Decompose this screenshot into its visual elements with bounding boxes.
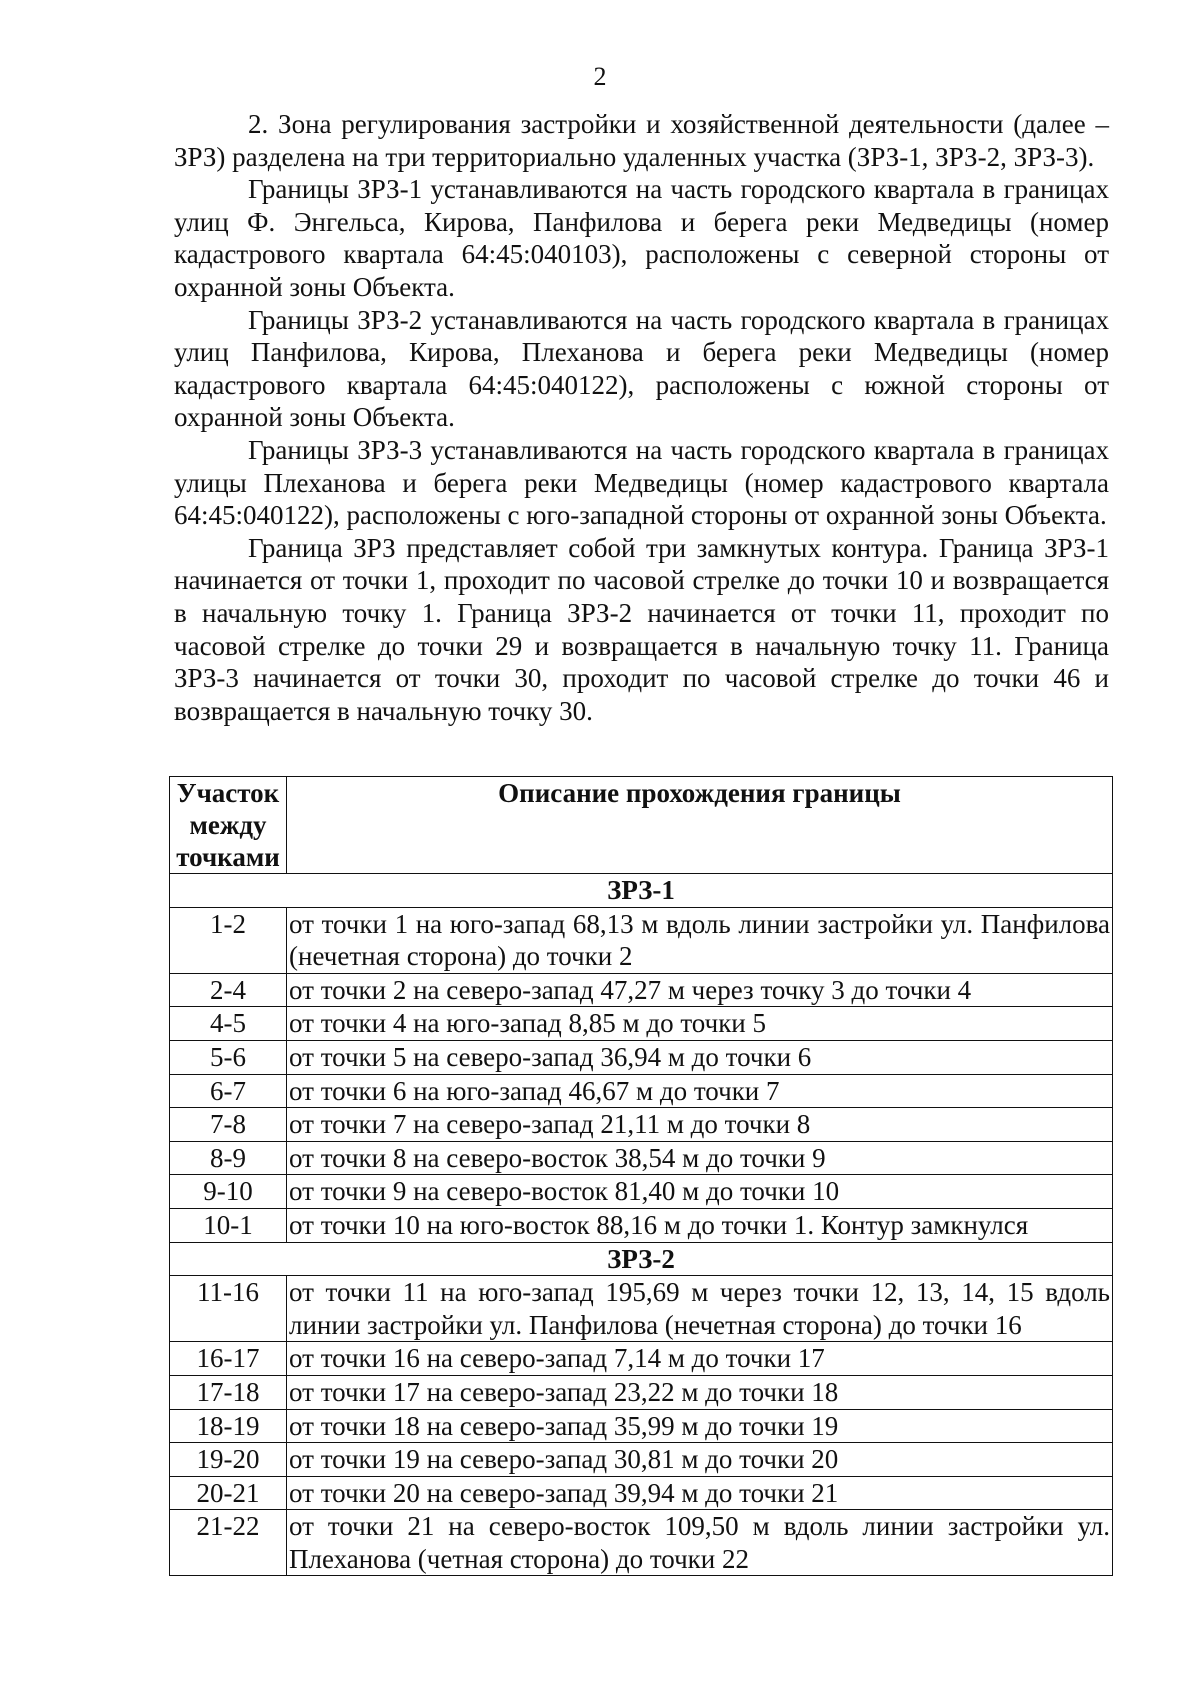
table-row — [170, 1141, 1113, 1175]
paragraph: Границы ЗРЗ-1 устанавливаются на часть городского квартала в границах улиц Ф. Энгельса, Кирова, Панфилова и берега реки Медведицы (номер кадастрового квартала 64:45:040103), расположены с северной стороны от охранной зоны Объекта. — [174, 174, 1109, 302]
table-header-row — [170, 777, 1113, 874]
description-cell: от точки 20 на северо-запад 39,94 м до точки 21 — [287, 1476, 1113, 1510]
boundary-table — [169, 776, 1113, 1576]
table-row — [170, 1208, 1113, 1242]
table-row — [170, 1007, 1113, 1041]
segment-cell: 9-10 — [170, 1175, 287, 1209]
description-cell: от точки 6 на юго-запад 46,67 м до точки 7 — [287, 1074, 1113, 1108]
description-cell: от точки 16 на северо-запад 7,14 м до точки 17 — [287, 1342, 1113, 1376]
segment-cell: 5-6 — [170, 1040, 287, 1074]
segment-cell: 2-4 — [170, 973, 287, 1007]
segment-cell: 21-22 — [170, 1510, 287, 1576]
segment-cell: 20-21 — [170, 1476, 287, 1510]
description-cell: от точки 1 на юго-запад 68,13 м вдоль линии застройки ул. Панфилова (нечетная сторона) до точки 2 — [287, 907, 1113, 973]
segment-cell: 10-1 — [170, 1208, 287, 1242]
paragraph: Граница ЗРЗ представляет собой три замкнутых контура. Граница ЗРЗ-1 начинается от точки 1, проходит по часовой стрелке до точки 10 и возвращается в начальную точку 1. Граница ЗРЗ-2 начинается от точки 11, проходит по часовой стрелке до точки 29 и возвращается в начальную точку 11. Граница ЗРЗ-3 начинается от точки 30, проходит по часовой стрелке до точки 46 и возвращается в начальную точку 30. — [174, 532, 1109, 726]
section-row — [170, 874, 1113, 908]
description-cell: от точки 19 на северо-запад 30,81 м до точки 20 — [287, 1443, 1113, 1477]
table-row — [170, 1375, 1113, 1409]
segment-cell: 19-20 — [170, 1443, 287, 1477]
description-cell: от точки 10 на юго-восток 88,16 м до точки 1. Контур замкнулся — [287, 1208, 1113, 1242]
table-row — [170, 1342, 1113, 1376]
paragraph: 2. Зона регулирования застройки и хозяйственной деятельности (далее – ЗРЗ) разделена на три территориально удаленных участка (ЗРЗ-1, ЗРЗ-2, ЗРЗ-3). — [174, 109, 1109, 172]
table-row — [170, 1476, 1113, 1510]
segment-cell: 4-5 — [170, 1007, 287, 1041]
description-cell: от точки 4 на юго-запад 8,85 м до точки 5 — [287, 1007, 1113, 1041]
section-title: ЗРЗ-1 — [170, 874, 1113, 908]
header-segment: Участок между точками — [170, 777, 287, 874]
paragraph: Границы ЗРЗ-2 устанавливаются на часть городского квартала в границах улиц Панфилова, Кирова, Плеханова и берега реки Медведицы (номер кадастрового квартала 64:45:040122), расположены с южной стороны от охранной зоны Объекта. — [174, 304, 1109, 433]
segment-cell: 17-18 — [170, 1375, 287, 1409]
description-cell: от точки 11 на юго-запад 195,69 м через точки 12, 13, 14, 15 вдоль линии застройки ул. Панфилова (нечетная сторона) до точки 16 — [287, 1276, 1113, 1342]
table-row — [170, 973, 1113, 1007]
section-row — [170, 1242, 1113, 1276]
segment-cell: 7-8 — [170, 1108, 287, 1142]
paragraph: Границы ЗРЗ-3 устанавливаются на часть городского квартала в границах улицы Плеханова и берега реки Медведицы (номер кадастрового квартала 64:45:040122), расположены с юго-западной стороны от охранной зоны Объекта. — [174, 434, 1109, 531]
segment-cell: 6-7 — [170, 1074, 287, 1108]
segment-cell: 11-16 — [170, 1276, 287, 1342]
description-cell: от точки 2 на северо-запад 47,27 м через точку 3 до точки 4 — [287, 973, 1113, 1007]
page-number: 2 — [593, 62, 607, 91]
description-cell: от точки 21 на северо-восток 109,50 м вдоль линии застройки ул. Плеханова (четная сторона) до точки 22 — [287, 1510, 1113, 1576]
table-row — [170, 1409, 1113, 1443]
segment-cell: 16-17 — [170, 1342, 287, 1376]
segment-cell: 18-19 — [170, 1409, 287, 1443]
table-row — [170, 1040, 1113, 1074]
table-row — [170, 1175, 1113, 1209]
segment-cell: 8-9 — [170, 1141, 287, 1175]
segment-cell: 1-2 — [170, 907, 287, 973]
section-title: ЗРЗ-2 — [170, 1242, 1113, 1276]
header-description: Описание прохождения границы — [287, 777, 1113, 874]
description-cell: от точки 5 на северо-запад 36,94 м до точки 6 — [287, 1040, 1113, 1074]
table-row — [170, 1108, 1113, 1142]
table-row — [170, 1510, 1113, 1576]
description-cell: от точки 7 на северо-запад 21,11 м до точки 8 — [287, 1108, 1113, 1142]
table-row — [170, 1074, 1113, 1108]
table-row — [170, 1443, 1113, 1477]
description-cell: от точки 17 на северо-запад 23,22 м до точки 18 — [287, 1375, 1113, 1409]
table-row — [170, 1276, 1113, 1342]
table-row — [170, 907, 1113, 973]
body-text — [174, 108, 1109, 727]
description-cell: от точки 9 на северо-восток 81,40 м до точки 10 — [287, 1175, 1113, 1209]
description-cell: от точки 8 на северо-восток 38,54 м до точки 9 — [287, 1141, 1113, 1175]
description-cell: от точки 18 на северо-запад 35,99 м до точки 19 — [287, 1409, 1113, 1443]
